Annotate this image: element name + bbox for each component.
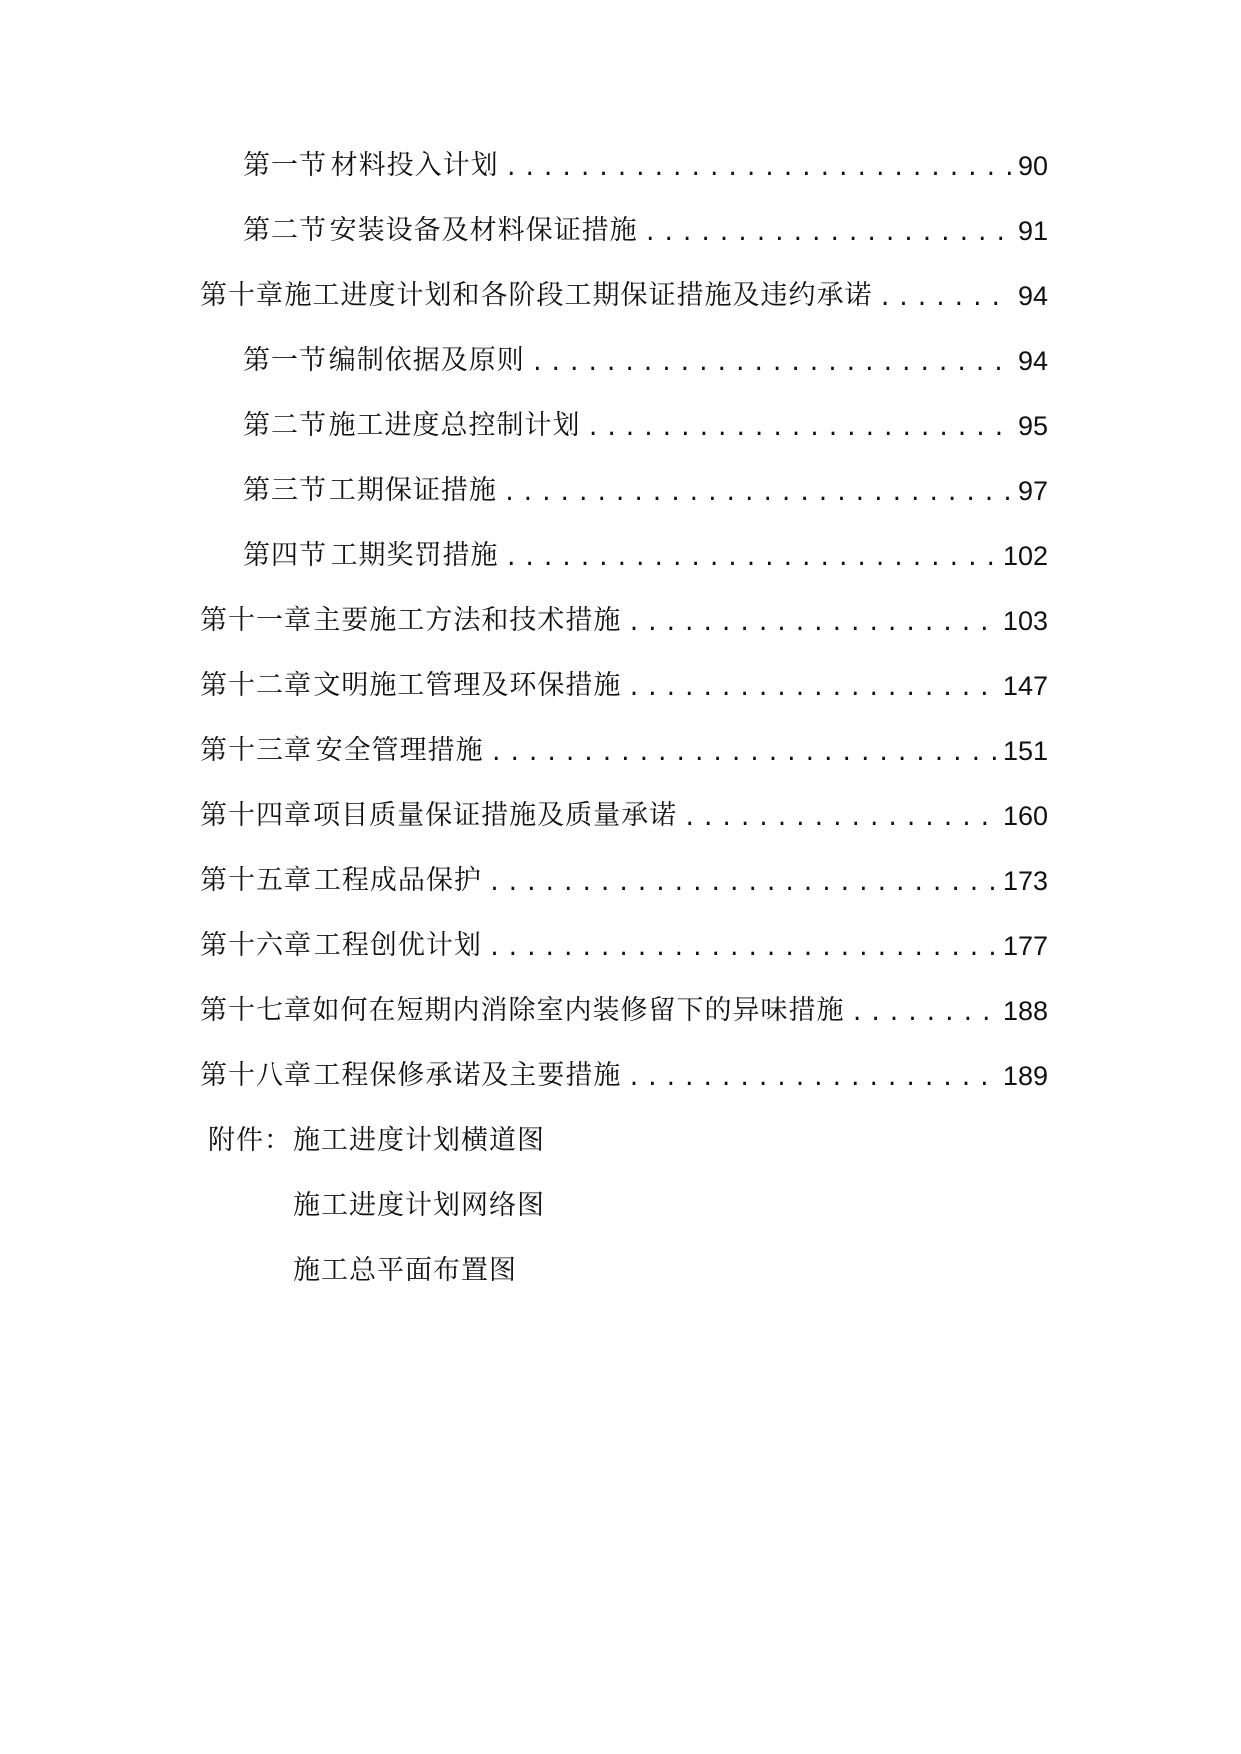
toc-page-number: 188: [1002, 996, 1048, 1026]
toc-title: 主要施工方法和技术措施: [313, 605, 622, 636]
toc-entry[interactable]: [243, 471, 1048, 511]
toc-entry[interactable]: [200, 601, 1048, 641]
toc-page-number: 151: [1002, 736, 1048, 766]
toc-label: 第二节: [243, 410, 327, 441]
toc-title: 施工进度计划和各阶段工期保证措施及违约承诺: [284, 280, 873, 311]
appendix-item[interactable]: 施工总平面布置图: [293, 1255, 517, 1286]
toc-entry[interactable]: [243, 406, 1048, 446]
dot-leader: [683, 802, 997, 836]
toc-label: 第一节: [243, 345, 327, 376]
toc-title: 工期奖罚措施: [330, 540, 499, 571]
toc-title: 施工进度总控制计划: [328, 410, 581, 441]
toc-title: 工程保修承诺及主要措施: [313, 1060, 622, 1091]
toc-label: 第二节: [243, 215, 327, 246]
toc-entry[interactable]: [243, 536, 1048, 576]
toc-label: 第十三章: [200, 735, 312, 766]
toc-title: 文明施工管理及环保措施: [313, 670, 622, 701]
toc-label: 第三节: [243, 475, 327, 506]
toc-label: 第一节: [243, 150, 327, 181]
toc-page-number: 97: [1017, 476, 1048, 506]
toc-page-number: 102: [1002, 541, 1048, 571]
toc-page-number: 177: [1002, 931, 1048, 961]
toc-label: 第十二章: [200, 670, 312, 701]
toc-entry[interactable]: [243, 146, 1048, 186]
toc-page-number: 90: [1017, 151, 1048, 181]
toc-label: 第十章: [200, 280, 284, 311]
toc-label: 第十六章: [200, 930, 312, 961]
toc-entry[interactable]: [200, 276, 1048, 316]
toc-entry[interactable]: [200, 926, 1048, 966]
toc-page-number: 189: [1002, 1061, 1048, 1091]
toc-title: 工期保证措施: [328, 475, 497, 506]
toc-label: 第十四章: [200, 800, 312, 831]
toc-page-number: 94: [1017, 346, 1048, 376]
toc-page-number: 160: [1002, 801, 1048, 831]
toc-page-number: 147: [1002, 671, 1048, 701]
dot-leader: [644, 217, 1012, 251]
dot-leader: [878, 282, 1011, 316]
toc-title: 安装设备及材料保证措施: [329, 215, 638, 246]
toc-title: 如何在短期内消除室内装修留下的异味措施: [312, 995, 845, 1026]
appendix-item[interactable]: 施工进度计划横道图: [293, 1125, 545, 1156]
toc-title: 材料投入计划: [330, 150, 499, 181]
toc-label: 第四节: [243, 540, 327, 571]
dot-leader: [503, 477, 1012, 511]
appendix-item[interactable]: 施工进度计划网络图: [293, 1190, 545, 1221]
toc-label: 第十七章: [200, 995, 312, 1026]
toc-entry[interactable]: [200, 666, 1048, 706]
toc-entry[interactable]: [200, 861, 1048, 901]
dot-leader: [488, 867, 997, 901]
toc-title: 安全管理措施: [315, 735, 484, 766]
toc-entry[interactable]: [200, 1056, 1048, 1096]
toc-title: 工程成品保护: [313, 865, 482, 896]
toc-title: 项目质量保证措施及质量承诺: [313, 800, 678, 831]
toc-page-number: 103: [1002, 606, 1048, 636]
toc-entry[interactable]: [200, 731, 1048, 771]
dot-leader: [627, 607, 997, 641]
dot-leader: [627, 1062, 997, 1096]
dot-leader: [587, 412, 1012, 446]
toc-label: 第十五章: [200, 865, 312, 896]
dot-leader: [851, 997, 997, 1031]
toc-title: 编制依据及原则: [328, 345, 525, 376]
toc-entry[interactable]: [243, 341, 1048, 381]
appendix-label: 附件：: [208, 1125, 292, 1156]
dot-leader: [531, 347, 1012, 381]
dot-leader: [627, 672, 997, 706]
toc-page-number: 173: [1002, 866, 1048, 896]
toc-title: 工程创优计划: [313, 930, 482, 961]
toc-label: 第十一章: [200, 605, 312, 636]
toc-page-number: 94: [1017, 281, 1048, 311]
toc-entry[interactable]: [200, 991, 1048, 1031]
toc-label: 第十八章: [200, 1060, 312, 1091]
dot-leader: [490, 737, 997, 771]
dot-leader: [488, 932, 997, 966]
dot-leader: [505, 542, 997, 576]
toc-entry[interactable]: [200, 796, 1048, 836]
toc-page-number: 95: [1017, 411, 1048, 441]
toc-entry[interactable]: [243, 211, 1048, 251]
toc-page-number: 91: [1017, 216, 1048, 246]
dot-leader: [505, 152, 1012, 186]
